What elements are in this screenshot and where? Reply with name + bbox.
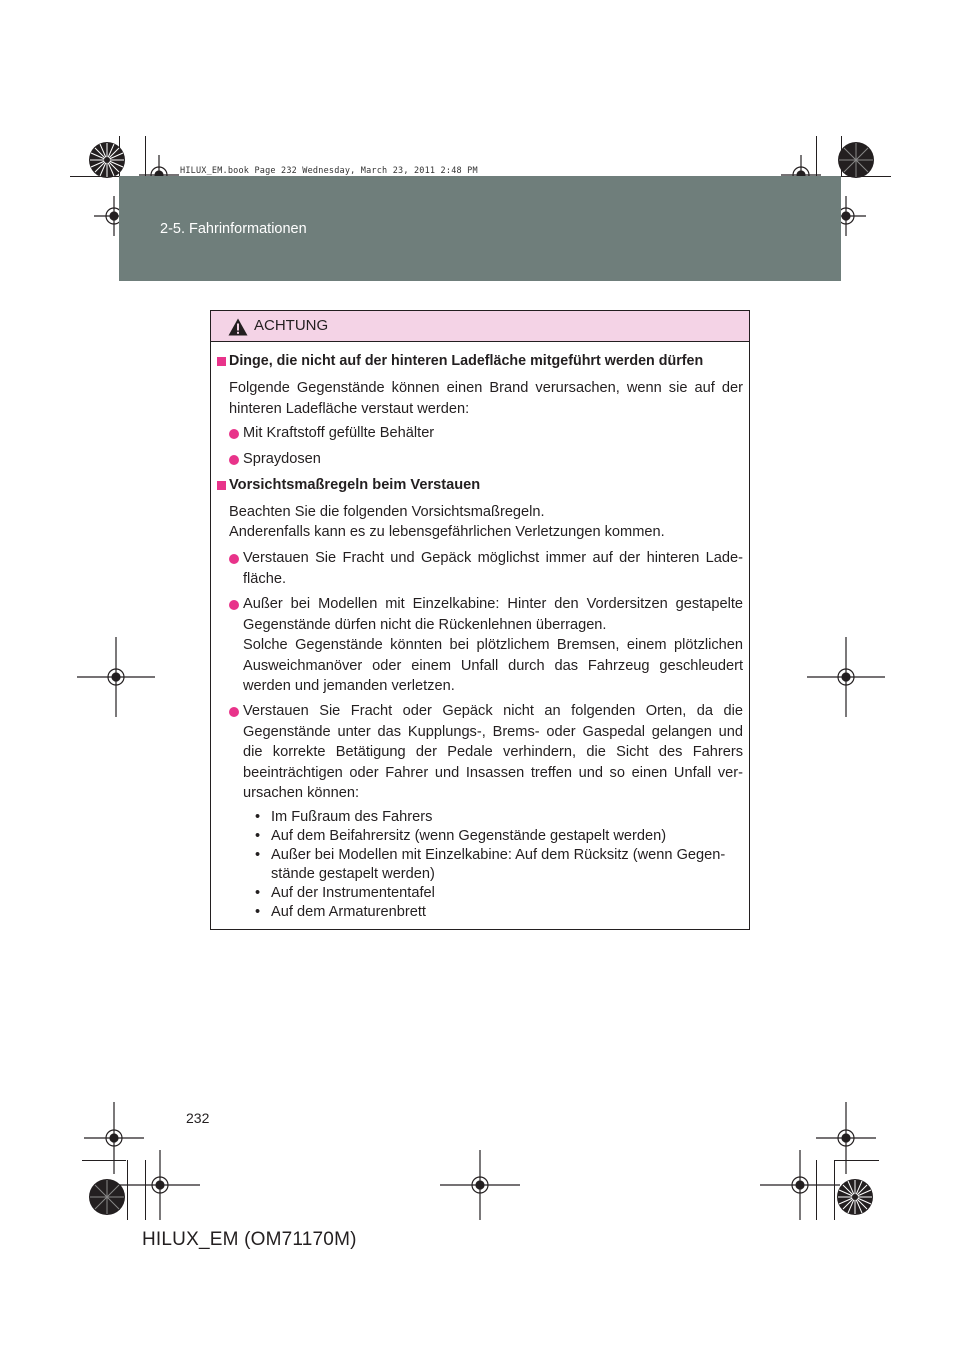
warning-header <box>211 311 749 342</box>
sub-list-item: Im Fußraum des Fahrers <box>271 809 433 825</box>
page-number: 232 <box>186 1110 210 1126</box>
registration-mark-icon <box>837 141 875 179</box>
section-intro: Folgende Gegenstände können einen Brand verursachen, wenn sie auf der hinteren Ladefläche verstaut werden: <box>229 380 743 417</box>
registration-mark-icon <box>88 141 126 179</box>
crosshair-icon <box>77 637 155 717</box>
sub-bullet-dot: • <box>255 885 261 901</box>
warning-triangle-icon <box>228 318 248 336</box>
section-intro-line: Beachten Sie die folgenden Vorsichtsmaßregeln. <box>229 504 545 520</box>
sub-bullet-dot: • <box>255 904 261 920</box>
bullet-icon <box>229 455 239 465</box>
sub-bullet-dot: • <box>255 847 261 863</box>
bullet-icon <box>229 554 239 564</box>
section-square-icon <box>217 357 226 366</box>
bullet-icon <box>229 429 239 439</box>
sub-bullet-dot: • <box>255 809 261 825</box>
sub-list-item: Außer bei Modellen mit Einzelkabine: Auf dem Rücksitz (wenn Gegen- <box>271 847 726 863</box>
warning-title: ACHTUNG <box>254 317 329 334</box>
list-item-continuation: Solche Gegenstände könnten bei plötzlichem Bremsen, einem plötzlichen Ausweichmanöver oder einem Unfall durch das Fahrzeug geschleudert werden und jemanden verletzen. <box>243 637 743 694</box>
list-item: Verstauen Sie Fracht oder Gepäck nicht an folgenden Orten, da die Gegenstände unter das Kupplungs-, Brems- oder Gaspedal gelangen und die korrekte Betätigung der Pedale verhindern, die Sicht des Fahrers beeinträchtigen oder Fahrer und Insassen treffen und so einen Unfall ver-ursachen können: <box>243 703 743 801</box>
sub-bullet-dot: • <box>255 828 261 844</box>
crosshair-icon <box>120 1150 200 1220</box>
model-code: HILUX_EM (OM71170M) <box>142 1229 357 1250</box>
bullet-icon <box>229 707 239 717</box>
section-heading: Dinge, die nicht auf der hinteren Ladefläche mitgeführt werden dürfen <box>229 353 704 369</box>
section-heading: Vorsichtsmaßregeln beim Verstauen <box>229 477 481 493</box>
registration-mark-icon <box>836 1178 874 1216</box>
sub-list-item: Auf dem Armaturenbrett <box>271 904 426 920</box>
list-item: Außer bei Modellen mit Einzelkabine: Hinter den Vordersitzen gestapelte Gegenstände dürfen nicht die Rückenlehnen überragen. <box>243 596 743 633</box>
bullet-icon <box>229 600 239 610</box>
sub-list-item-continuation: stände gestapelt werden) <box>271 866 435 882</box>
list-item: Mit Kraftstoff gefüllte Behälter <box>243 425 435 441</box>
section-title: 2-5. Fahrinformationen <box>160 221 307 237</box>
warning-box <box>210 310 750 930</box>
crosshair-icon <box>440 1150 520 1220</box>
crosshair-icon <box>760 1150 840 1220</box>
list-item: Spraydosen <box>243 451 321 467</box>
sub-list-item: Auf der Instrumententafel <box>271 885 435 901</box>
crosshair-icon <box>807 637 885 717</box>
book-info-stamp: HILUX_EM.book Page 232 Wednesday, March 23, 2011 2:48 PM <box>180 166 478 176</box>
sub-list-item: Auf dem Beifahrersitz (wenn Gegenstände gestapelt werden) <box>271 828 667 844</box>
section-square-icon <box>217 481 226 490</box>
list-item: Verstauen Sie Fracht und Gepäck möglichst immer auf der hinteren Lade-fläche. <box>243 550 743 587</box>
section-intro-line: Anderenfalls kann es zu lebensgefährlichen Verletzungen kommen. <box>229 524 665 540</box>
